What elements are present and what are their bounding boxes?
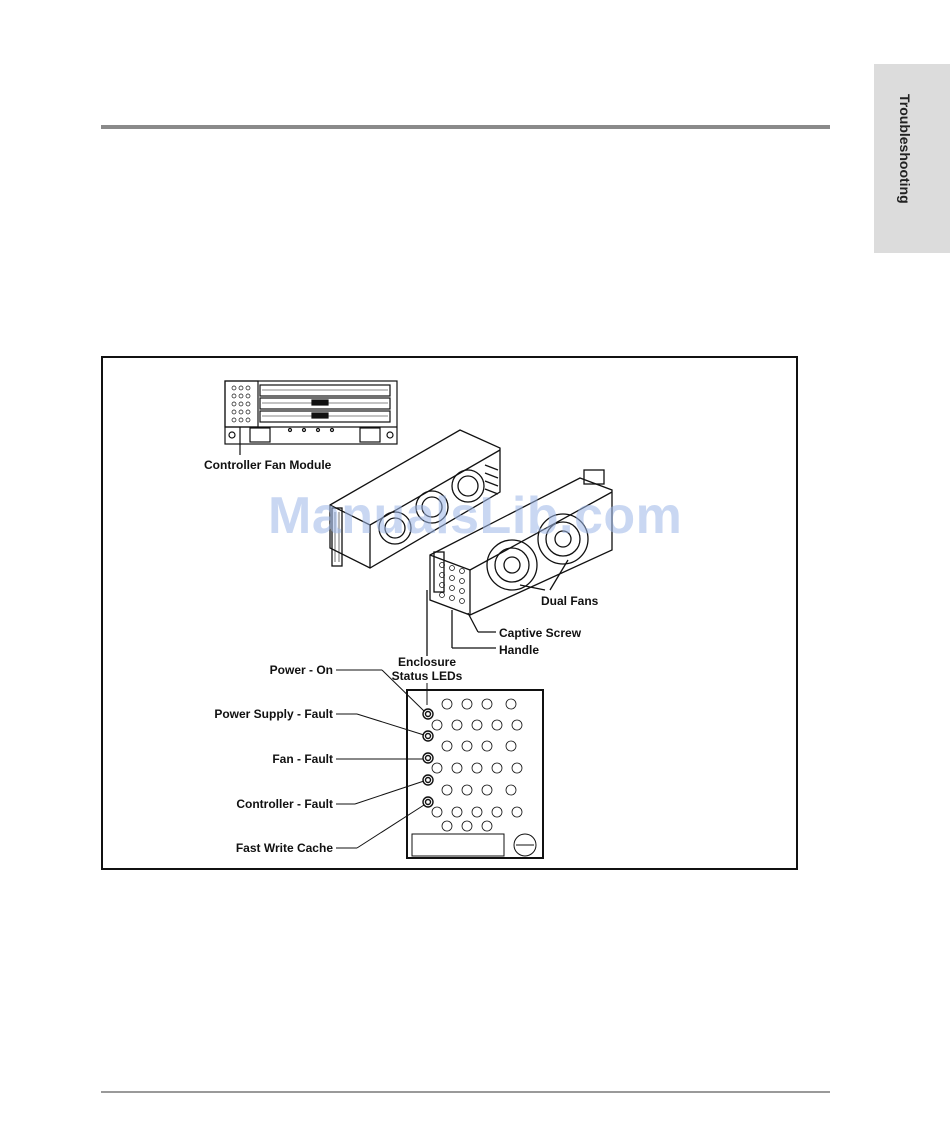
label-dual-fans: Dual Fans [541,594,599,608]
label-handle: Handle [499,643,540,657]
watermark: ManualsLib.com [268,487,683,545]
label-status-leds: Status LEDs [391,669,463,683]
label-fan-fault: Fan - Fault [272,752,333,766]
label-captive-screw: Captive Screw [499,626,582,640]
label-controller-fault: Controller - Fault [236,797,333,811]
led-panel [336,670,543,858]
footer-rule [101,1091,830,1093]
label-controller-fan-module: Controller Fan Module [204,458,332,472]
section-tab-label: Troubleshooting [897,94,913,204]
label-fast-write-cache: Fast Write Cache [235,841,333,855]
label-enclosure: Enclosure [397,655,457,669]
label-power-supply-fault: Power Supply - Fault [214,707,333,721]
enclosure-front-view [225,381,397,455]
label-power-on: Power - On [269,663,333,677]
